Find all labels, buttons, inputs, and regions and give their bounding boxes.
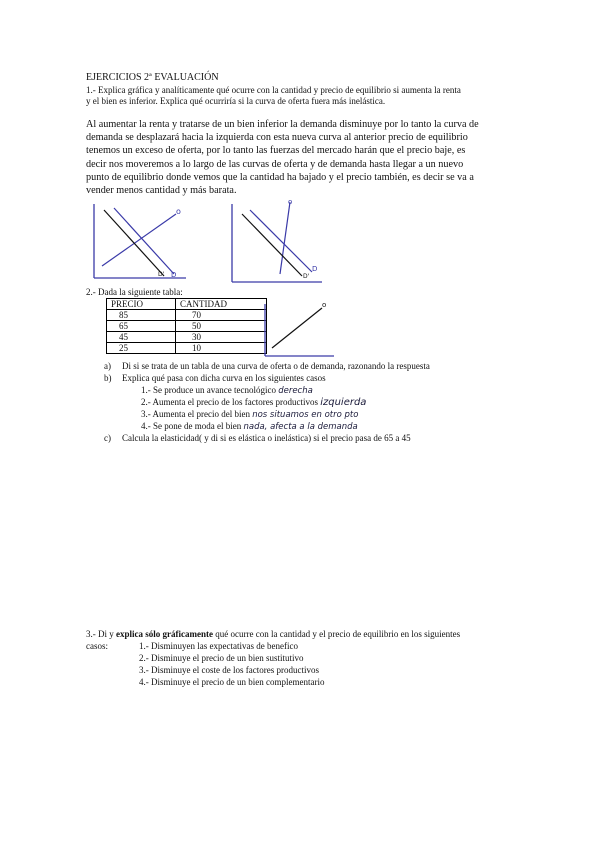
q2-subitem-4-text: 4.- Se pone de moda el bien: [141, 421, 242, 431]
price-quantity-table: [106, 298, 267, 354]
q1-answer-line: vender menos cantidad y más barata.: [86, 185, 237, 197]
q1-answer-line: Al aumentar la renta y tratarse de un bien inferior la demanda disminuye por lo tanto la curva de: [86, 119, 479, 130]
table-row: [107, 321, 267, 332]
q2-subitem-1-text: 1.- Se produce un avance tecnológico: [141, 385, 276, 395]
graph-2-supply-label: o: [288, 198, 293, 206]
q3-heading-bold: explica sólo gráficamente: [116, 629, 213, 639]
table-cell-quantity: 10: [176, 343, 267, 354]
table-row: [107, 343, 267, 354]
q2-subitem-1: [141, 385, 313, 397]
table-cell-quantity: 30: [176, 332, 267, 343]
graph-1-shifted-demand-curve: [104, 210, 164, 276]
q2-item-b-marker: b): [104, 373, 112, 383]
graph-3-supply-curve: [272, 308, 322, 348]
graph-2-demand-label: D: [312, 265, 318, 273]
q2-item-c-text: Calcula la elasticidad( y di si es elástica o inelástica) si el precio pasa de 65 a 45: [122, 433, 411, 443]
q3-case: 1.- Disminuyen las expectativas de benefico: [139, 641, 298, 651]
q3-case: 4.- Disminuye el precio de un bien complementario: [139, 677, 325, 687]
graph-1-supply-label: o: [176, 207, 181, 216]
graph-3-label: o: [322, 301, 327, 309]
q2-item-b-text: Explica qué pasa con dicha curva en los siguientes casos: [122, 373, 326, 383]
table-cell-quantity: 70: [176, 310, 267, 321]
table-row: [107, 310, 267, 321]
q3-casos-label: casos:: [86, 641, 108, 651]
table-cell-price: 45: [107, 332, 176, 343]
q3-heading: [86, 629, 460, 640]
table-cell-price: 85: [107, 310, 176, 321]
q1-line-1: 1.- Explica gráfica y analíticamente qué ocurre con la cantidad y precio de equilibrio si aumenta la renta: [86, 85, 461, 95]
q2-subitem-2-handwritten-answer: izquierda: [320, 397, 367, 408]
graph-2-supply-curve: [280, 202, 290, 274]
graph-2-shifted-demand-curve: [242, 214, 302, 276]
graph-1-demand-label: D: [171, 271, 177, 279]
q3-heading-prefix: 3.- Di y: [86, 629, 116, 639]
q2-subitem-3: [141, 409, 358, 421]
table-cell-price: 25: [107, 343, 176, 354]
q2-heading: 2.- Dada la siguiente tabla:: [86, 287, 183, 297]
q2-subitem-2: [141, 397, 366, 408]
q2-item-c-marker: c): [104, 433, 111, 443]
q1-answer-line: tenemos un exceso de oferta, por lo tanto las fuerzas del mercado harán que el precio baje, es: [86, 145, 466, 157]
q2-subitem-3-handwritten-answer: nos situamos en otro pto: [252, 410, 359, 420]
q1-line-2: y el bien es inferior. Explica qué ocurriría si la curva de oferta fuera más inelástica.: [86, 96, 386, 106]
q3-heading-suffix: qué ocurre con la cantidad y el precio de equilibrio en los siguientes: [212, 629, 461, 639]
page-title: EJERCICIOS 2ª EVALUACIÓN: [86, 72, 219, 83]
graph-2: [226, 198, 336, 288]
graph-1-demand-curve: [114, 208, 174, 274]
q2-subitem-1-handwritten-answer: derecha: [278, 386, 313, 396]
q3-case: 3.- Disminuye el coste de los factores productivos: [139, 665, 319, 675]
table-cell-price: 65: [107, 321, 176, 332]
q1-answer-line: decir nos moveremos a lo largo de las curvas de oferta y de demanda hasta llegar a un nuevo: [86, 158, 464, 170]
q2-item-a-text: Di si se trata de un tabla de una curva de oferta o de demanda, razonando la respuesta: [122, 361, 430, 371]
graph-2-shifted-demand-label: D': [303, 273, 310, 280]
table-header-price: PRECIO: [107, 299, 176, 310]
table-header-row: [107, 299, 267, 310]
q1-answer-line: punto de equilibrio donde vemos que la cantidad ha bajado y el precio también, es decir se va a: [86, 171, 474, 183]
table-header-quantity: CANTIDAD: [176, 299, 267, 310]
q2-item-a-marker: a): [104, 361, 111, 371]
graph-3: [260, 300, 340, 360]
table-row: [107, 332, 267, 343]
graph-1-supply-curve: [102, 214, 176, 266]
q1-answer-line: demanda se desplazará hacia la izquierda con esta nueva curva al anterior precio de equilibrio: [86, 132, 468, 144]
graph-1: [86, 198, 196, 284]
q2-subitem-3-text: 3.- Aumenta el precio del bien: [141, 409, 250, 419]
q2-subitem-2-text: 2.- Aumenta el precio de los factores productivos: [141, 397, 318, 407]
q3-case: 2.- Disminuye el precio de un bien sustitutivo: [139, 653, 304, 663]
table-cell-quantity: 50: [176, 321, 267, 332]
graph-1-shifted-demand-label: D': [158, 271, 165, 278]
q1-answer-paragraph: [86, 118, 516, 197]
q2-subitem-4: [141, 421, 358, 433]
q2-subitem-4-handwritten-answer: nada, afecta a la demanda: [243, 422, 358, 432]
